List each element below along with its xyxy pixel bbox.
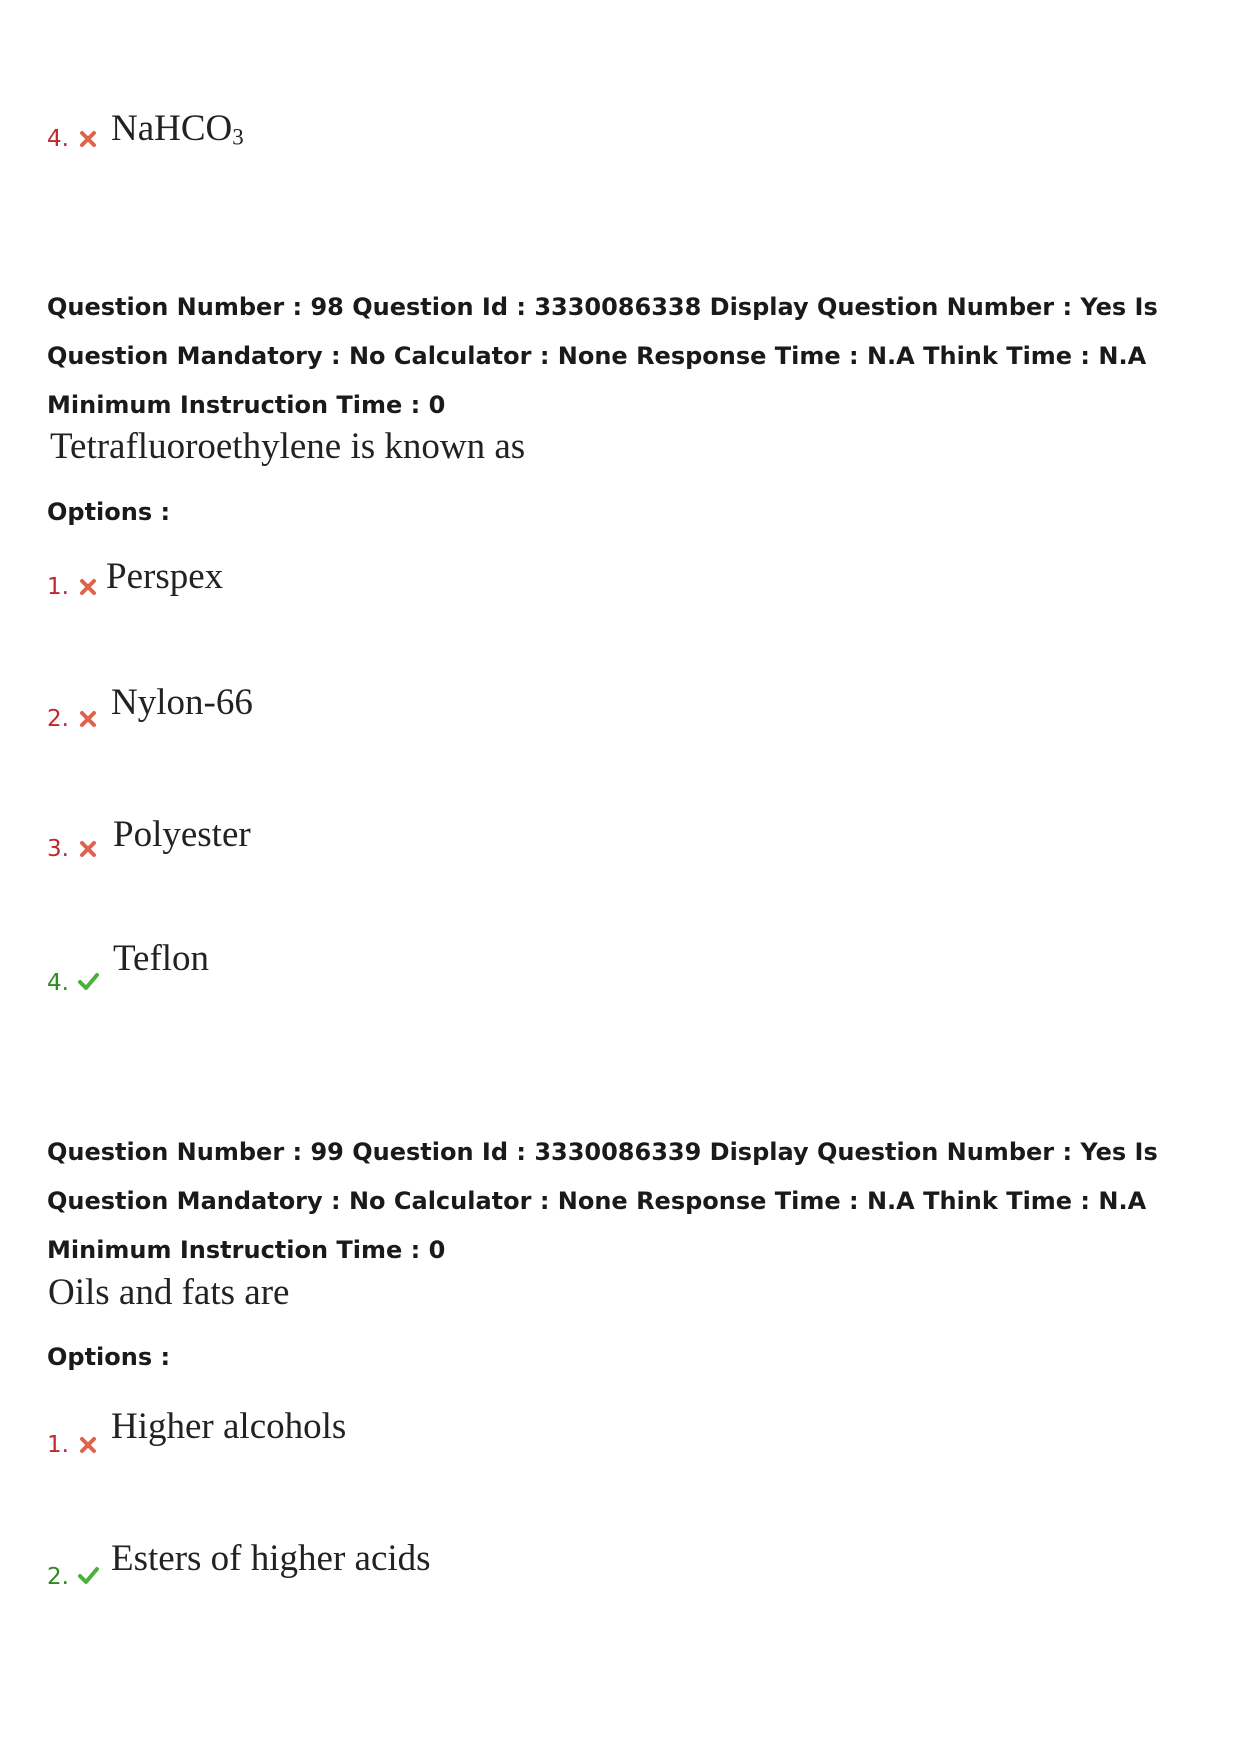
check-icon (77, 1564, 99, 1586)
option-text: Nylon-66 (111, 682, 253, 723)
option-number: 3. (47, 836, 69, 862)
question-99-meta: Question Number : 99 Question Id : 3330086339 Display Question Number : Yes Is Question Mandatory : No Calculator : None Response Time : N.A Think Time : N.A Minimum Instruction Time : 0 (47, 1138, 1158, 1264)
option-number: 2. (47, 1564, 69, 1590)
option-number: 2. (47, 706, 69, 732)
cross-icon (77, 128, 99, 150)
question-98-options-label: Options : (47, 498, 171, 526)
option-text (111, 108, 244, 159)
option-number: 4. (47, 126, 69, 152)
cross-icon (77, 1434, 99, 1456)
question-99-options-label: Options : (47, 1343, 171, 1371)
formula-subscript: 3 (232, 124, 244, 150)
check-icon (77, 970, 99, 992)
option-number: 1. (47, 1432, 69, 1458)
cross-icon (77, 838, 99, 860)
option-number: 1. (47, 574, 69, 600)
formula-base: NaHCO (111, 108, 233, 149)
cross-icon (77, 708, 99, 730)
option-text: Higher alcohols (111, 1406, 347, 1447)
question-99-text: Oils and fats are (48, 1272, 290, 1313)
option-text: Polyester (113, 814, 251, 855)
question-98-meta: Question Number : 98 Question Id : 3330086338 Display Question Number : Yes Is Question Mandatory : No Calculator : None Response Time : N.A Think Time : N.A Minimum Instruction Time : 0 (47, 293, 1158, 419)
option-text: Esters of higher acids (111, 1538, 431, 1579)
option-text: Teflon (113, 938, 210, 979)
option-number: 4. (47, 970, 69, 996)
question-98-text: Tetrafluoroethylene is known as (50, 426, 526, 467)
option-text: Perspex (106, 556, 224, 597)
cross-icon (77, 576, 99, 598)
